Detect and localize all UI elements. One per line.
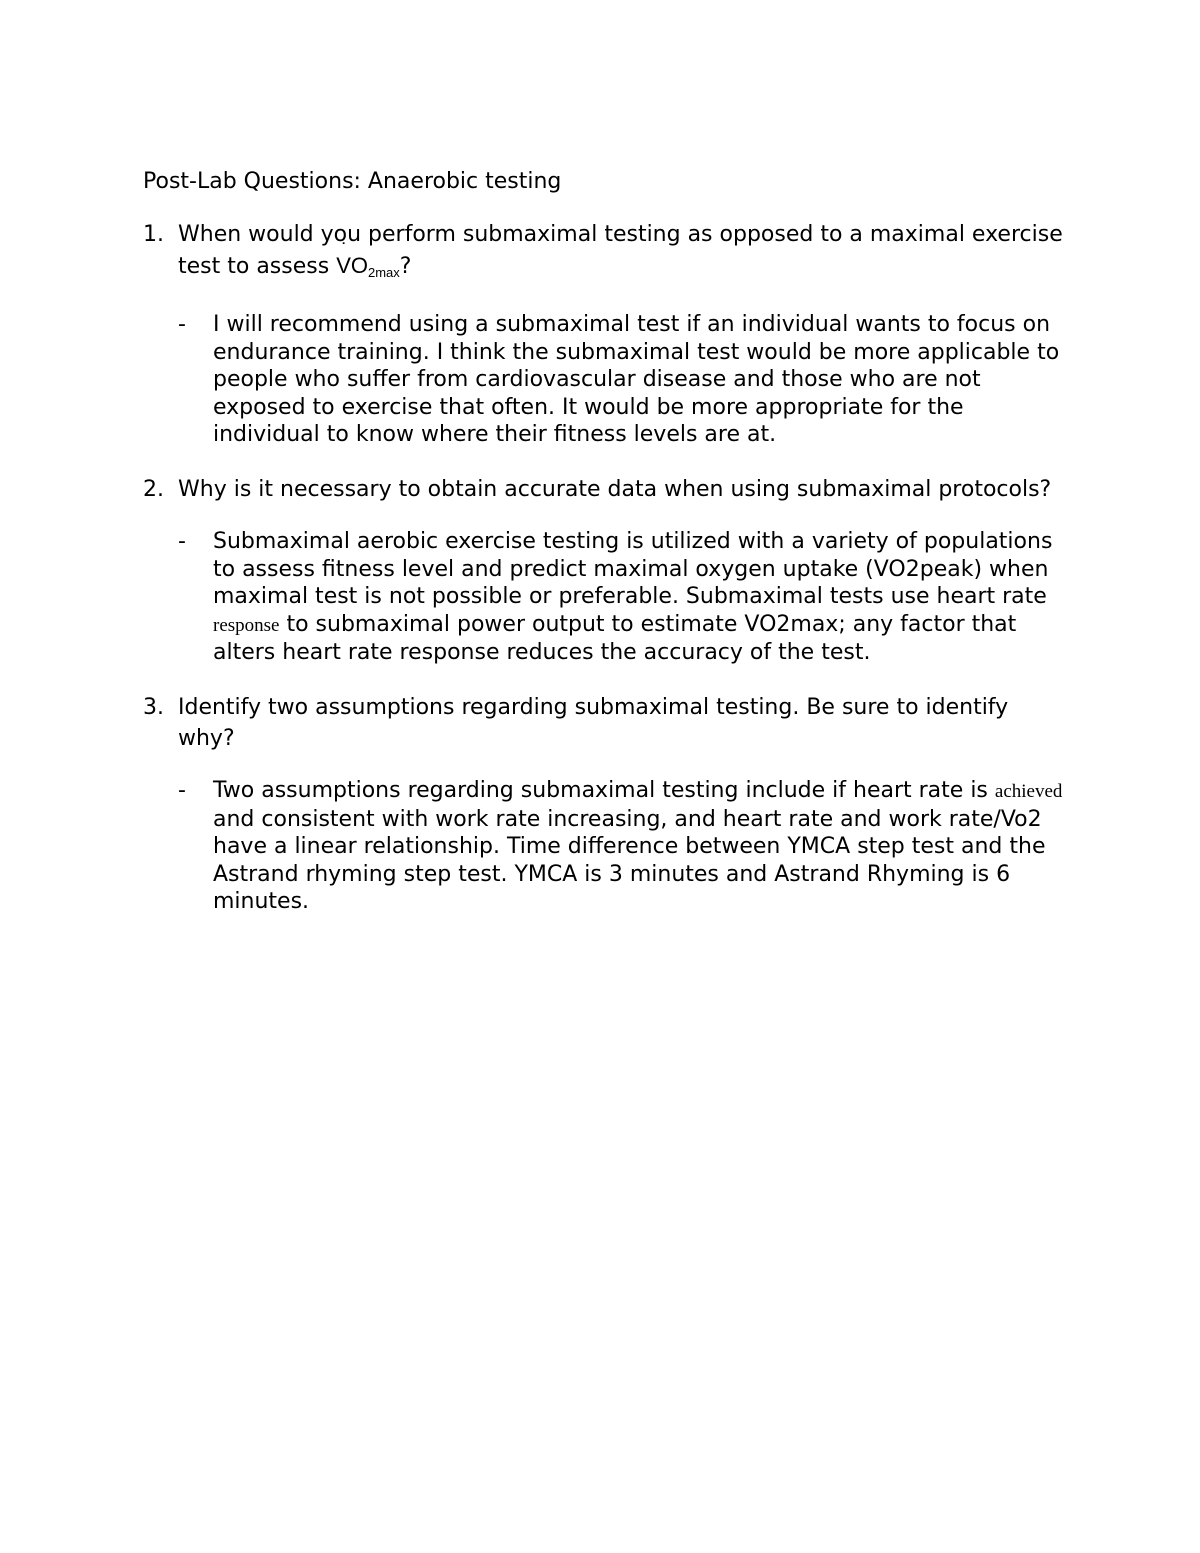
question-number: 3. bbox=[143, 694, 164, 720]
page-title: Post-Lab Questions: Anaerobic testing bbox=[143, 169, 562, 194]
answer-3 bbox=[178, 777, 1063, 916]
question-3 bbox=[143, 692, 1063, 754]
answer-dash: - bbox=[178, 528, 186, 554]
answer-text: I will recommend using a submaximal test if an individual wants to focus on endurance training. I think the submaximal test would be more applicable to people who suffer from cardiovascular disease and those who are not exposed to exercise that often. It would be more appropriate for the individual to know where their fitness levels are at. bbox=[213, 312, 1060, 448]
question-text: Why is it necessary to obtain accurate data when using submaximal protocols? bbox=[178, 476, 1052, 502]
question-1 bbox=[143, 219, 1063, 288]
document-page bbox=[143, 166, 1063, 941]
o-symbol: O bbox=[350, 253, 368, 278]
answer-text bbox=[213, 528, 1063, 667]
question-number: 1. bbox=[143, 222, 164, 247]
answer-serif-word: achieved bbox=[994, 780, 1063, 802]
answer-dash: - bbox=[178, 312, 186, 337]
v-dot-symbol: ˙ V bbox=[336, 250, 351, 281]
answer-1 bbox=[178, 311, 1063, 449]
question-2 bbox=[143, 474, 1063, 505]
answer-2 bbox=[178, 528, 1063, 667]
question-text-end: ? bbox=[399, 254, 412, 279]
question-block-2 bbox=[143, 474, 1063, 667]
vo2max-subscript: 2max bbox=[368, 265, 400, 280]
answer-serif-word: response bbox=[213, 614, 280, 636]
answer-text bbox=[213, 777, 1063, 916]
answer-text-start: Two assumptions regarding submaximal testing include if heart rate is bbox=[213, 777, 995, 803]
question-text: Identify two assumptions regarding submaximal testing. Be sure to identify why? bbox=[178, 694, 1009, 751]
question-block-1 bbox=[143, 219, 1063, 449]
answer-text-end: to submaximal power output to estimate VO2max; any factor that alters heart rate response reduces the accuracy of the test. bbox=[213, 611, 1017, 666]
question-text-main: When would you perform submaximal testing as opposed to a maximal exercise test to assess bbox=[178, 222, 1063, 279]
question-number: 2. bbox=[143, 476, 164, 502]
question-text bbox=[178, 219, 1063, 288]
answer-dash: - bbox=[178, 777, 186, 803]
question-block-3 bbox=[143, 692, 1063, 916]
answer-text-start: Submaximal aerobic exercise testing is utilized with a variety of populations to assess fitness level and predict maximal oxygen uptake (VO2peak) when maximal test is not possible or preferable. Submaximal tests use heart rate bbox=[213, 528, 1053, 610]
answer-text-end: and consistent with work rate increasing, and heart rate and work rate/Vo2 have a linear relationship. Time difference between YMCA step test and the Astrand rhyming step test. YMCA is 3 minutes and Astrand Rhyming is 6 minutes. bbox=[213, 806, 1046, 915]
